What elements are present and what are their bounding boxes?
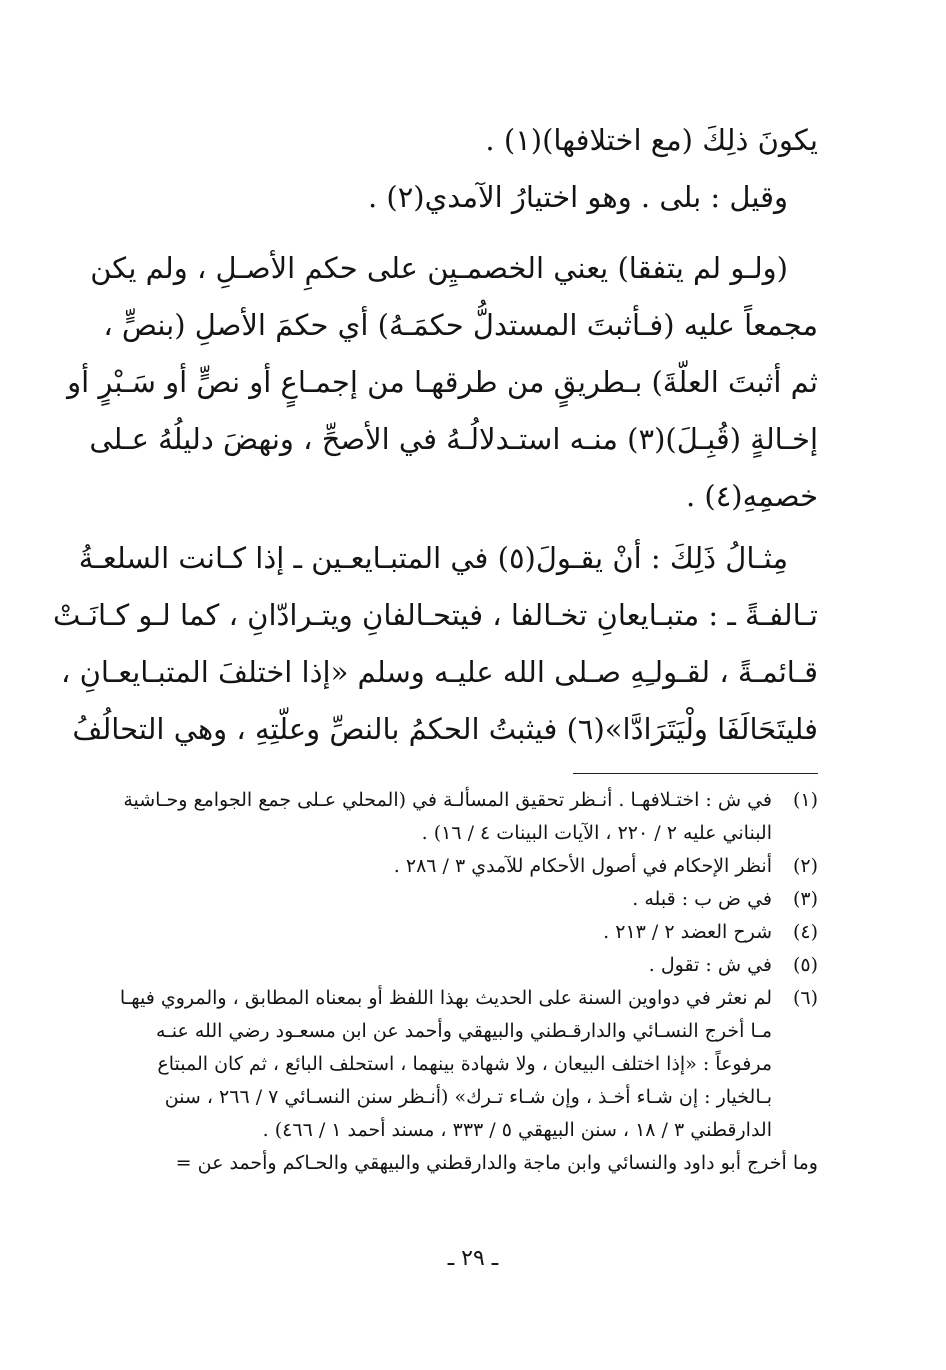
footnote-number: (٤) <box>792 921 818 943</box>
footnote-item <box>128 850 818 883</box>
footnote-number: (٢) <box>792 855 818 877</box>
text-line: مجمعاً عليه (فـأثبتَ المستدلُّ حكمَـهُ) أي حكمَ الأصلِ (بنصٍّ ، <box>103 308 818 342</box>
footnote-text <box>128 916 772 949</box>
footnote-item <box>128 949 818 982</box>
footnote-number: (٥) <box>792 954 818 976</box>
paragraph-original-ruling <box>67 240 818 525</box>
footnote-text <box>128 949 772 982</box>
footnote-text <box>120 982 772 1147</box>
footnote-line: مـا أخرج النسـائي والدارقـطني والبيهقي وأحمد عن ابن مسعـود رضي الله عنـه <box>156 1020 772 1042</box>
intro-text <box>128 112 818 226</box>
footnote-line: في ض ب : قبله . <box>632 888 772 910</box>
footnote-text <box>123 784 772 850</box>
footnote-number: (٦) <box>792 987 818 1009</box>
text-line: قـائمـةً ، لقـولـِهِ صـلى الله عليـه وسلم «إذا اختلفَ المتبـايعـانِ ، <box>61 655 818 689</box>
text-line: مِثـالُ ذَلِكَ : أنْ يقـولَ(٥) في المتبـايعـين ـ إذا كـانت السلعـةُ <box>78 541 788 575</box>
footnote-item <box>123 784 818 850</box>
page-number: ـ ٢٩ ـ <box>447 1246 499 1271</box>
text-line: تـالفـةً ـ : متبـايعانِ تخـالفا ، فيتحـالفانِ ويتـرادّانِ ، كما لـو كـانَـتْ <box>53 598 818 632</box>
text-line: وقيل : بلى . وهو اختيارُ الآمدي(٢) . <box>367 180 788 214</box>
footnote-line: في ش : اختـلافهـا . أنـظر تحقيق المسألـة في (المحلي عـلى جمع الجوامع وحـاشية <box>123 789 772 811</box>
footnote-line: لم نعثر في دواوين السنة على الحديث بهذا اللفظ أو بمعناه المطابق ، والمروي فيهـا <box>119 987 772 1009</box>
footnote-continuation: وما أخرج أبو داود والنسائي وابن ماجة والدارقطني والبيهقي والحـاكم وأحمد عن = <box>175 1152 818 1174</box>
footnote-line: الدارقطني ٣ / ١٨ ، سنن البيهقي ٥ / ٣٣٣ ، مسند أحمد ١ / ٤٦٦) . <box>262 1119 772 1141</box>
footnote-line: البناني عليه ٢ / ٢٢٠ ، الآيات البينات ٤ / ١٦) . <box>421 822 772 844</box>
footnote-item <box>128 916 818 949</box>
footnote-line: شرح العضد ٢ / ٢١٣ . <box>603 921 772 943</box>
footnote-line: أنظر الإحكام في أصول الأحكام للآمدي ٣ / ٢٨٦ . <box>393 855 772 877</box>
text-line: فليتَحَالَفَا ولْيَتَرَادَّا»(٦) فيثبتُ الحكمُ بالنصِّ وعلّتِهِ ، وهي التحالُفُ <box>72 712 818 746</box>
footnote-number: (٣) <box>792 888 818 910</box>
footnote-text <box>128 883 772 916</box>
text-line: إخـالةٍ (قُبِـلَ)(٣) منـه استـدلالُـهُ في الأصحِّ ، ونهضَ دليلُهُ عـلى <box>89 422 818 456</box>
footnote-number: (١) <box>792 789 818 811</box>
text-line: يكونَ ذلِكَ (مع اختلافها)(١) . <box>485 123 818 157</box>
footnote-line: بـالخيار : إن شـاء أخـذ ، وإن شـاء تـرك» (أنـظر سنن النسـائي ٧ / ٢٦٦ ، سنن <box>164 1086 772 1108</box>
footnote-item <box>119 982 818 1147</box>
footnote-line: مرفوعاً : «إذا اختلف البيعان ، ولا شهادة بينهما ، استحلف البائع ، ثم كان المبتاع <box>157 1053 772 1075</box>
footnote-line: في ش : تقول . <box>648 954 772 976</box>
text-line: ثم أثبتَ العلّةَ) بـطريقٍ من طرقهـا من إجمـاعٍ أو نصٍّ أو سَـبْرٍ أو <box>67 365 818 399</box>
paragraph-example <box>53 530 818 758</box>
footnote-item <box>128 883 818 916</box>
footnotes-section <box>119 784 818 1180</box>
footnote-text <box>128 850 772 883</box>
footnote-divider <box>573 773 818 774</box>
text-line: (ولـو لم يتفقا) يعني الخصمـيِن على حكمِ الأصـلِ ، ولم يكن <box>90 251 788 285</box>
text-line: خصمِهِ(٤) . <box>685 479 818 513</box>
